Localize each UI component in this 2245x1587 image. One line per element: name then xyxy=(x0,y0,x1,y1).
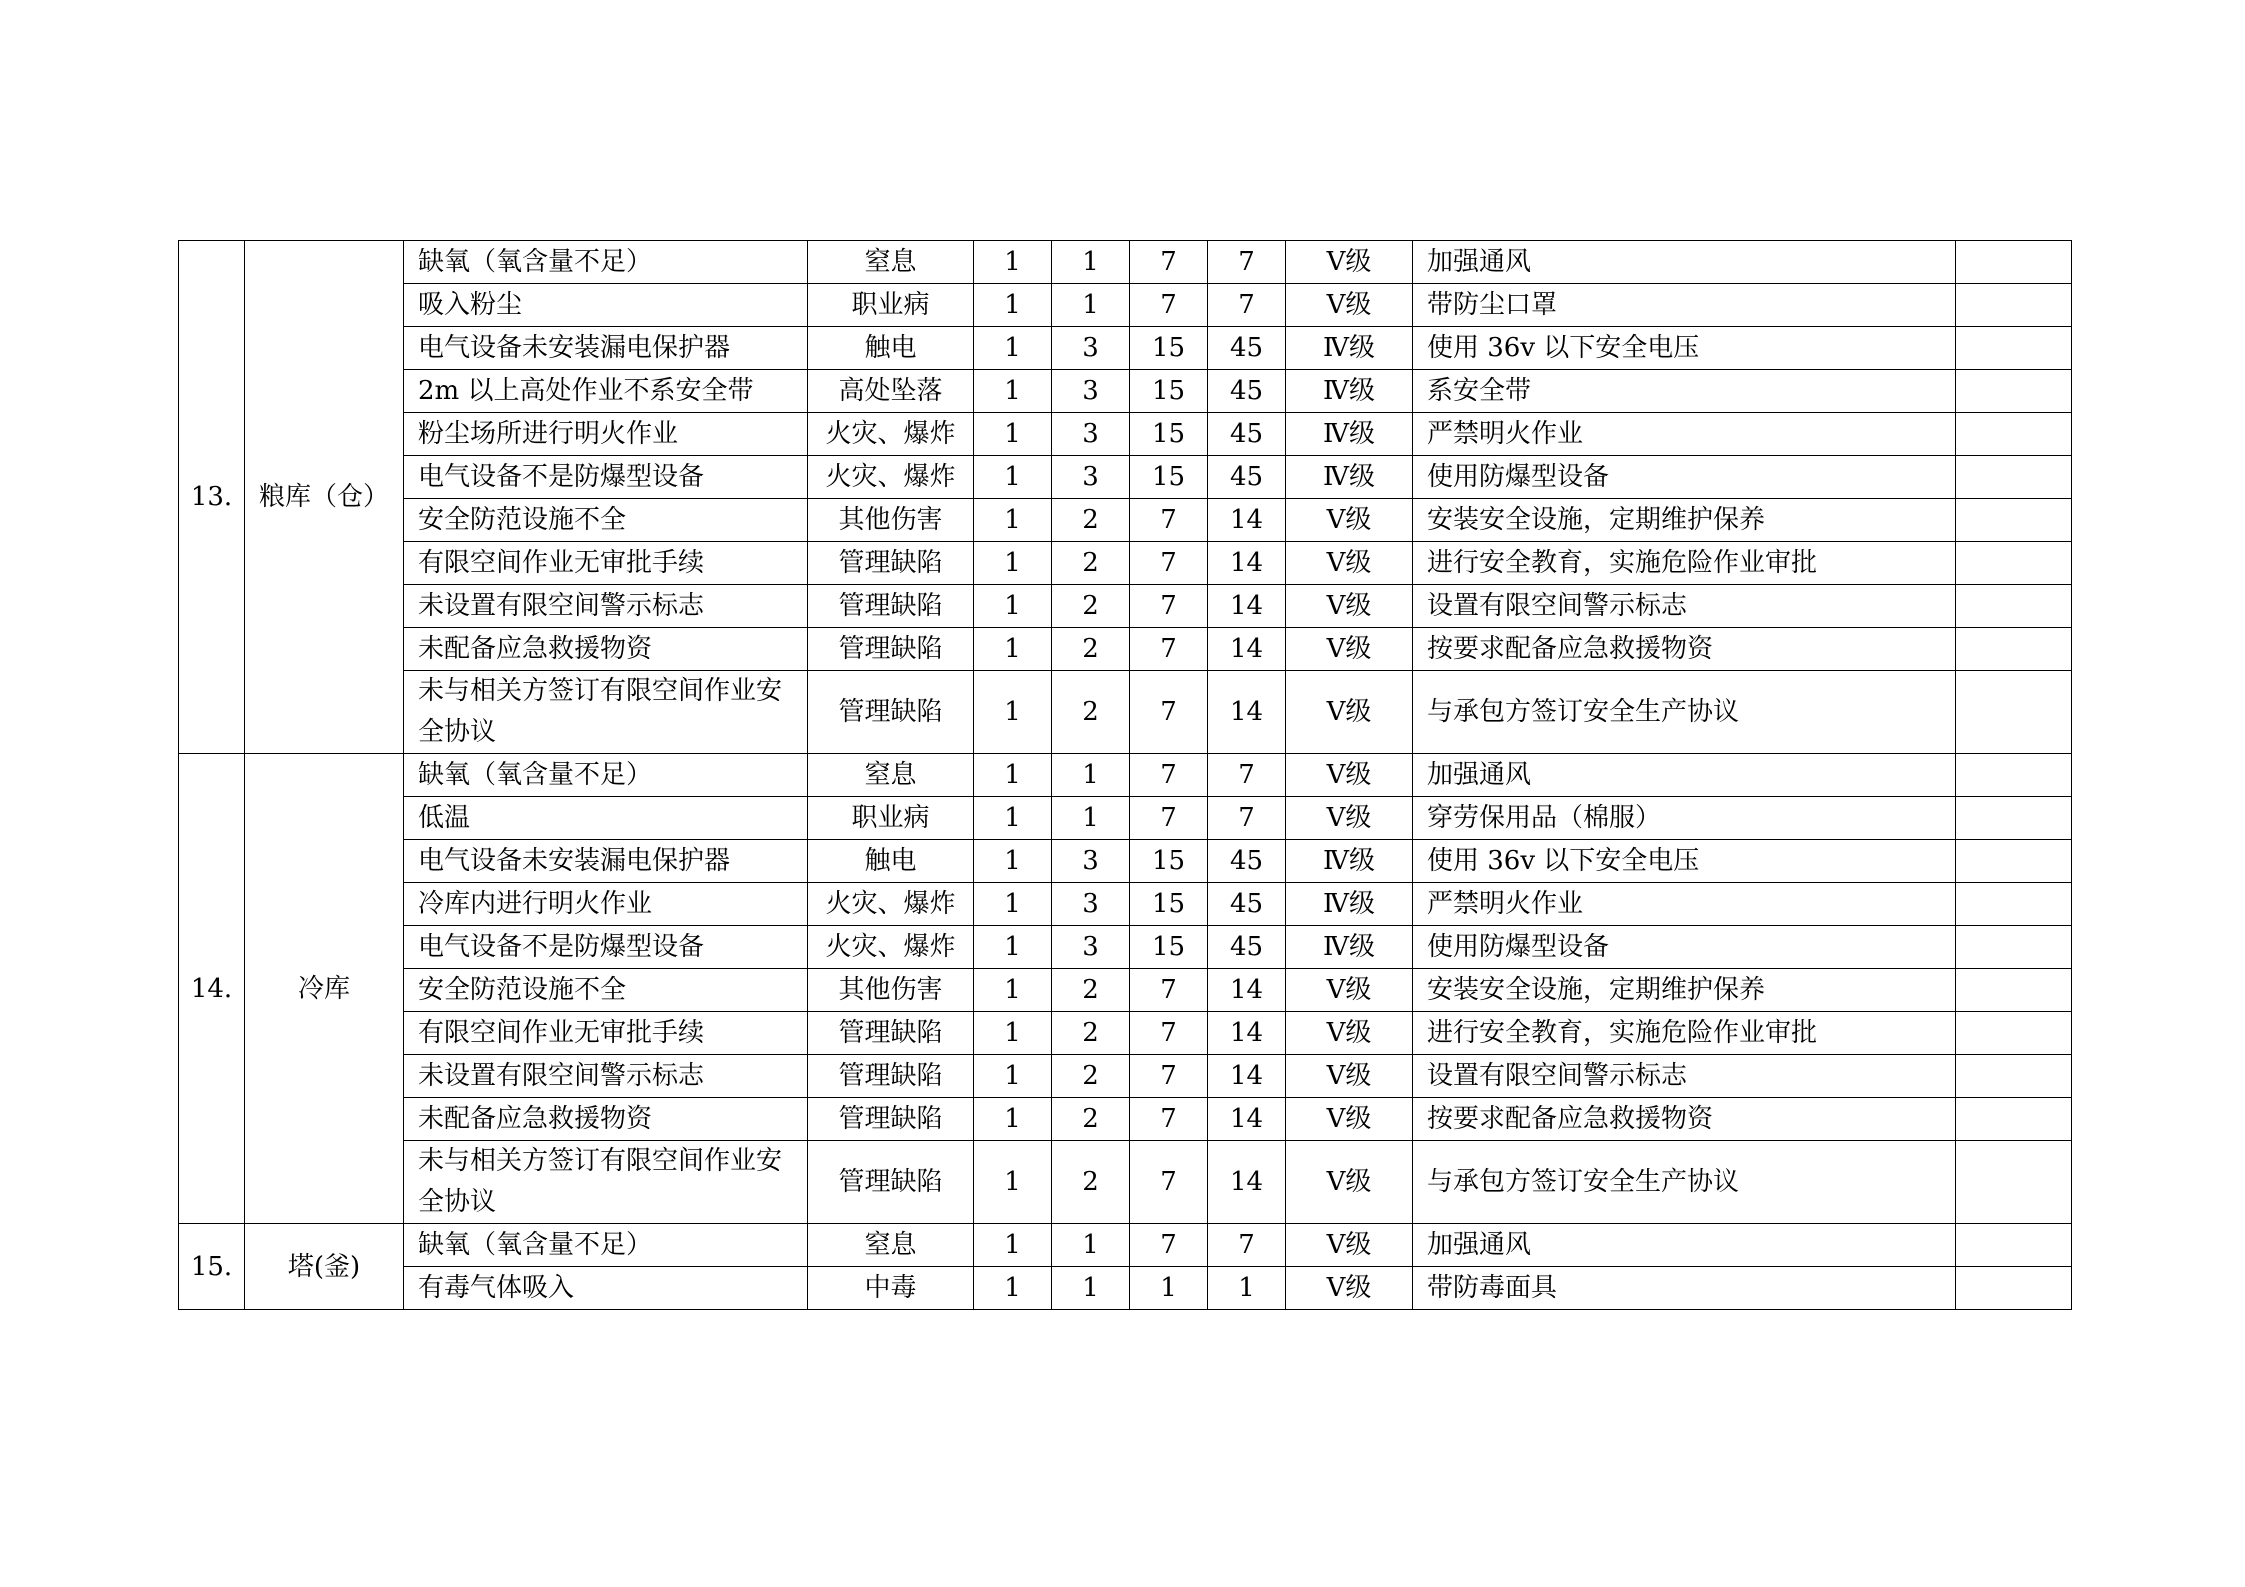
remark-cell xyxy=(1956,1141,2072,1224)
hazard-cell: 吸入粉尘 xyxy=(404,284,808,327)
control-measure-cell: 设置有限空间警示标志 xyxy=(1413,1055,1956,1098)
location-cell: 冷库 xyxy=(245,754,404,1224)
remark-cell xyxy=(1956,499,2072,542)
exposure-cell: 1 xyxy=(1052,754,1130,797)
table-row xyxy=(179,926,2072,969)
consequence-cell: 7 xyxy=(1130,797,1208,840)
risk-assessment-table xyxy=(178,240,2072,1310)
consequence-cell: 7 xyxy=(1130,499,1208,542)
hazard-cell: 低温 xyxy=(404,797,808,840)
likelihood-cell: 1 xyxy=(974,585,1052,628)
control-measure-cell: 带防尘口罩 xyxy=(1413,284,1956,327)
table-row xyxy=(179,413,2072,456)
hazard-cell: 未与相关方签订有限空间作业安全协议 xyxy=(404,671,808,754)
hazard-cell: 未设置有限空间警示标志 xyxy=(404,585,808,628)
control-measure-cell: 系安全带 xyxy=(1413,370,1956,413)
accident-type-cell: 管理缺陷 xyxy=(808,671,974,754)
risk-level-cell: Ⅴ级 xyxy=(1286,499,1413,542)
risk-score-cell: 45 xyxy=(1208,840,1286,883)
risk-level-cell: Ⅴ级 xyxy=(1286,585,1413,628)
likelihood-cell: 1 xyxy=(974,797,1052,840)
remark-cell xyxy=(1956,671,2072,754)
control-measure-cell: 带防毒面具 xyxy=(1413,1267,1956,1310)
risk-score-cell: 14 xyxy=(1208,671,1286,754)
risk-score-cell: 14 xyxy=(1208,1012,1286,1055)
control-measure-cell: 安装安全设施，定期维护保养 xyxy=(1413,969,1956,1012)
control-measure-cell: 严禁明火作业 xyxy=(1413,413,1956,456)
exposure-cell: 3 xyxy=(1052,413,1130,456)
exposure-cell: 3 xyxy=(1052,840,1130,883)
accident-type-cell: 窒息 xyxy=(808,754,974,797)
remark-cell xyxy=(1956,370,2072,413)
table-row xyxy=(179,754,2072,797)
table-row xyxy=(179,840,2072,883)
hazard-cell: 电气设备未安装漏电保护器 xyxy=(404,840,808,883)
table-row xyxy=(179,284,2072,327)
accident-type-cell: 火灾、爆炸 xyxy=(808,413,974,456)
accident-type-cell: 火灾、爆炸 xyxy=(808,456,974,499)
hazard-cell: 缺氧（氧含量不足） xyxy=(404,754,808,797)
control-measure-cell: 进行安全教育，实施危险作业审批 xyxy=(1413,1012,1956,1055)
remark-cell xyxy=(1956,241,2072,284)
likelihood-cell: 1 xyxy=(974,1224,1052,1267)
accident-type-cell: 窒息 xyxy=(808,1224,974,1267)
risk-score-cell: 7 xyxy=(1208,797,1286,840)
table-row xyxy=(179,499,2072,542)
hazard-cell: 未设置有限空间警示标志 xyxy=(404,1055,808,1098)
accident-type-cell: 火灾、爆炸 xyxy=(808,883,974,926)
consequence-cell: 7 xyxy=(1130,969,1208,1012)
risk-level-cell: Ⅳ级 xyxy=(1286,456,1413,499)
risk-score-cell: 14 xyxy=(1208,585,1286,628)
item-number-cell: 15. xyxy=(179,1224,245,1310)
likelihood-cell: 1 xyxy=(974,241,1052,284)
remark-cell xyxy=(1956,1012,2072,1055)
table-row xyxy=(179,241,2072,284)
likelihood-cell: 1 xyxy=(974,883,1052,926)
likelihood-cell: 1 xyxy=(974,926,1052,969)
likelihood-cell: 1 xyxy=(974,840,1052,883)
table-row xyxy=(179,456,2072,499)
exposure-cell: 1 xyxy=(1052,1224,1130,1267)
risk-table-body xyxy=(179,241,2072,1310)
risk-score-cell: 45 xyxy=(1208,413,1286,456)
table-row xyxy=(179,671,2072,754)
exposure-cell: 3 xyxy=(1052,883,1130,926)
exposure-cell: 1 xyxy=(1052,241,1130,284)
remark-cell xyxy=(1956,542,2072,585)
hazard-cell: 电气设备未安装漏电保护器 xyxy=(404,327,808,370)
likelihood-cell: 1 xyxy=(974,754,1052,797)
exposure-cell: 1 xyxy=(1052,284,1130,327)
exposure-cell: 1 xyxy=(1052,797,1130,840)
risk-level-cell: Ⅴ级 xyxy=(1286,284,1413,327)
table-row xyxy=(179,1098,2072,1141)
accident-type-cell: 高处坠落 xyxy=(808,370,974,413)
risk-level-cell: Ⅳ级 xyxy=(1286,413,1413,456)
likelihood-cell: 1 xyxy=(974,1267,1052,1310)
accident-type-cell: 职业病 xyxy=(808,797,974,840)
risk-score-cell: 1 xyxy=(1208,1267,1286,1310)
location-cell: 塔(釜) xyxy=(245,1224,404,1310)
control-measure-cell: 加强通风 xyxy=(1413,241,1956,284)
control-measure-cell: 进行安全教育，实施危险作业审批 xyxy=(1413,542,1956,585)
table-row xyxy=(179,542,2072,585)
risk-score-cell: 7 xyxy=(1208,284,1286,327)
consequence-cell: 15 xyxy=(1130,370,1208,413)
remark-cell xyxy=(1956,754,2072,797)
consequence-cell: 7 xyxy=(1130,284,1208,327)
table-row xyxy=(179,797,2072,840)
accident-type-cell: 管理缺陷 xyxy=(808,1141,974,1224)
table-row xyxy=(179,370,2072,413)
likelihood-cell: 1 xyxy=(974,1141,1052,1224)
accident-type-cell: 触电 xyxy=(808,327,974,370)
exposure-cell: 2 xyxy=(1052,969,1130,1012)
remark-cell xyxy=(1956,585,2072,628)
accident-type-cell: 管理缺陷 xyxy=(808,585,974,628)
remark-cell xyxy=(1956,456,2072,499)
exposure-cell: 1 xyxy=(1052,1267,1130,1310)
risk-score-cell: 14 xyxy=(1208,542,1286,585)
remark-cell xyxy=(1956,797,2072,840)
exposure-cell: 2 xyxy=(1052,1055,1130,1098)
risk-level-cell: Ⅴ级 xyxy=(1286,1141,1413,1224)
consequence-cell: 7 xyxy=(1130,542,1208,585)
table-row xyxy=(179,1267,2072,1310)
risk-level-cell: Ⅴ级 xyxy=(1286,1267,1413,1310)
risk-level-cell: Ⅴ级 xyxy=(1286,241,1413,284)
consequence-cell: 7 xyxy=(1130,671,1208,754)
table-row xyxy=(179,1012,2072,1055)
remark-cell xyxy=(1956,628,2072,671)
risk-level-cell: Ⅴ级 xyxy=(1286,671,1413,754)
risk-level-cell: Ⅴ级 xyxy=(1286,628,1413,671)
exposure-cell: 2 xyxy=(1052,1012,1130,1055)
table-row xyxy=(179,585,2072,628)
consequence-cell: 15 xyxy=(1130,883,1208,926)
control-measure-cell: 与承包方签订安全生产协议 xyxy=(1413,1141,1956,1224)
likelihood-cell: 1 xyxy=(974,1012,1052,1055)
risk-level-cell: Ⅳ级 xyxy=(1286,883,1413,926)
table-row xyxy=(179,1141,2072,1224)
hazard-cell: 电气设备不是防爆型设备 xyxy=(404,926,808,969)
accident-type-cell: 触电 xyxy=(808,840,974,883)
hazard-cell: 粉尘场所进行明火作业 xyxy=(404,413,808,456)
risk-level-cell: Ⅴ级 xyxy=(1286,754,1413,797)
risk-level-cell: Ⅴ级 xyxy=(1286,1055,1413,1098)
hazard-cell: 未与相关方签订有限空间作业安全协议 xyxy=(404,1141,808,1224)
likelihood-cell: 1 xyxy=(974,456,1052,499)
risk-score-cell: 45 xyxy=(1208,926,1286,969)
risk-score-cell: 14 xyxy=(1208,1055,1286,1098)
remark-cell xyxy=(1956,883,2072,926)
likelihood-cell: 1 xyxy=(974,370,1052,413)
likelihood-cell: 1 xyxy=(974,327,1052,370)
risk-score-cell: 7 xyxy=(1208,754,1286,797)
accident-type-cell: 其他伤害 xyxy=(808,969,974,1012)
consequence-cell: 7 xyxy=(1130,1141,1208,1224)
consequence-cell: 15 xyxy=(1130,413,1208,456)
remark-cell xyxy=(1956,1055,2072,1098)
hazard-cell: 安全防范设施不全 xyxy=(404,969,808,1012)
likelihood-cell: 1 xyxy=(974,284,1052,327)
remark-cell xyxy=(1956,840,2072,883)
remark-cell xyxy=(1956,1267,2072,1310)
remark-cell xyxy=(1956,1098,2072,1141)
risk-level-cell: Ⅴ级 xyxy=(1286,1098,1413,1141)
table-row xyxy=(179,969,2072,1012)
exposure-cell: 3 xyxy=(1052,370,1130,413)
hazard-cell: 缺氧（氧含量不足） xyxy=(404,241,808,284)
control-measure-cell: 加强通风 xyxy=(1413,754,1956,797)
exposure-cell: 2 xyxy=(1052,1098,1130,1141)
control-measure-cell: 与承包方签订安全生产协议 xyxy=(1413,671,1956,754)
accident-type-cell: 管理缺陷 xyxy=(808,1012,974,1055)
risk-score-cell: 45 xyxy=(1208,327,1286,370)
accident-type-cell: 职业病 xyxy=(808,284,974,327)
likelihood-cell: 1 xyxy=(974,1098,1052,1141)
table-row xyxy=(179,327,2072,370)
risk-score-cell: 14 xyxy=(1208,969,1286,1012)
likelihood-cell: 1 xyxy=(974,969,1052,1012)
accident-type-cell: 其他伤害 xyxy=(808,499,974,542)
risk-level-cell: Ⅴ级 xyxy=(1286,1224,1413,1267)
table-row xyxy=(179,1055,2072,1098)
exposure-cell: 3 xyxy=(1052,327,1130,370)
risk-score-cell: 14 xyxy=(1208,1141,1286,1224)
risk-level-cell: Ⅳ级 xyxy=(1286,840,1413,883)
risk-score-cell: 45 xyxy=(1208,456,1286,499)
table-row xyxy=(179,1224,2072,1267)
likelihood-cell: 1 xyxy=(974,1055,1052,1098)
remark-cell xyxy=(1956,284,2072,327)
risk-level-cell: Ⅴ级 xyxy=(1286,969,1413,1012)
accident-type-cell: 管理缺陷 xyxy=(808,542,974,585)
risk-score-cell: 14 xyxy=(1208,1098,1286,1141)
control-measure-cell: 按要求配备应急救援物资 xyxy=(1413,1098,1956,1141)
hazard-cell: 安全防范设施不全 xyxy=(404,499,808,542)
control-measure-cell: 严禁明火作业 xyxy=(1413,883,1956,926)
control-measure-cell: 使用防爆型设备 xyxy=(1413,456,1956,499)
remark-cell xyxy=(1956,1224,2072,1267)
exposure-cell: 2 xyxy=(1052,499,1130,542)
likelihood-cell: 1 xyxy=(974,499,1052,542)
risk-level-cell: Ⅳ级 xyxy=(1286,926,1413,969)
exposure-cell: 3 xyxy=(1052,456,1130,499)
consequence-cell: 15 xyxy=(1130,926,1208,969)
item-number-cell: 14. xyxy=(179,754,245,1224)
control-measure-cell: 穿劳保用品（棉服） xyxy=(1413,797,1956,840)
consequence-cell: 15 xyxy=(1130,327,1208,370)
table-row xyxy=(179,628,2072,671)
control-measure-cell: 设置有限空间警示标志 xyxy=(1413,585,1956,628)
hazard-cell: 有限空间作业无审批手续 xyxy=(404,542,808,585)
risk-score-cell: 7 xyxy=(1208,1224,1286,1267)
hazard-cell: 未配备应急救援物资 xyxy=(404,1098,808,1141)
likelihood-cell: 1 xyxy=(974,628,1052,671)
consequence-cell: 7 xyxy=(1130,1055,1208,1098)
exposure-cell: 2 xyxy=(1052,585,1130,628)
remark-cell xyxy=(1956,926,2072,969)
accident-type-cell: 火灾、爆炸 xyxy=(808,926,974,969)
consequence-cell: 15 xyxy=(1130,456,1208,499)
risk-level-cell: Ⅳ级 xyxy=(1286,327,1413,370)
hazard-cell: 有毒气体吸入 xyxy=(404,1267,808,1310)
control-measure-cell: 安装安全设施，定期维护保养 xyxy=(1413,499,1956,542)
accident-type-cell: 管理缺陷 xyxy=(808,1055,974,1098)
hazard-cell: 未配备应急救援物资 xyxy=(404,628,808,671)
table-row xyxy=(179,883,2072,926)
exposure-cell: 2 xyxy=(1052,671,1130,754)
consequence-cell: 7 xyxy=(1130,241,1208,284)
accident-type-cell: 管理缺陷 xyxy=(808,1098,974,1141)
consequence-cell: 7 xyxy=(1130,754,1208,797)
control-measure-cell: 使用 36v 以下安全电压 xyxy=(1413,327,1956,370)
hazard-cell: 2m 以上高处作业不系安全带 xyxy=(404,370,808,413)
control-measure-cell: 按要求配备应急救援物资 xyxy=(1413,628,1956,671)
accident-type-cell: 中毒 xyxy=(808,1267,974,1310)
remark-cell xyxy=(1956,969,2072,1012)
risk-level-cell: Ⅴ级 xyxy=(1286,797,1413,840)
exposure-cell: 2 xyxy=(1052,1141,1130,1224)
risk-score-cell: 14 xyxy=(1208,499,1286,542)
risk-score-cell: 7 xyxy=(1208,241,1286,284)
control-measure-cell: 使用 36v 以下安全电压 xyxy=(1413,840,1956,883)
risk-score-cell: 45 xyxy=(1208,370,1286,413)
accident-type-cell: 窒息 xyxy=(808,241,974,284)
likelihood-cell: 1 xyxy=(974,542,1052,585)
exposure-cell: 2 xyxy=(1052,628,1130,671)
consequence-cell: 7 xyxy=(1130,1098,1208,1141)
likelihood-cell: 1 xyxy=(974,413,1052,456)
item-number-cell: 13. xyxy=(179,241,245,754)
risk-level-cell: Ⅴ级 xyxy=(1286,542,1413,585)
risk-score-cell: 45 xyxy=(1208,883,1286,926)
consequence-cell: 1 xyxy=(1130,1267,1208,1310)
risk-level-cell: Ⅴ级 xyxy=(1286,1012,1413,1055)
control-measure-cell: 使用防爆型设备 xyxy=(1413,926,1956,969)
consequence-cell: 7 xyxy=(1130,1224,1208,1267)
risk-level-cell: Ⅳ级 xyxy=(1286,370,1413,413)
remark-cell xyxy=(1956,327,2072,370)
consequence-cell: 7 xyxy=(1130,628,1208,671)
hazard-cell: 电气设备不是防爆型设备 xyxy=(404,456,808,499)
risk-score-cell: 14 xyxy=(1208,628,1286,671)
consequence-cell: 7 xyxy=(1130,585,1208,628)
accident-type-cell: 管理缺陷 xyxy=(808,628,974,671)
remark-cell xyxy=(1956,413,2072,456)
location-cell: 粮库（仓） xyxy=(245,241,404,754)
likelihood-cell: 1 xyxy=(974,671,1052,754)
hazard-cell: 冷库内进行明火作业 xyxy=(404,883,808,926)
hazard-cell: 缺氧（氧含量不足） xyxy=(404,1224,808,1267)
hazard-cell: 有限空间作业无审批手续 xyxy=(404,1012,808,1055)
exposure-cell: 2 xyxy=(1052,542,1130,585)
consequence-cell: 7 xyxy=(1130,1012,1208,1055)
exposure-cell: 3 xyxy=(1052,926,1130,969)
control-measure-cell: 加强通风 xyxy=(1413,1224,1956,1267)
consequence-cell: 15 xyxy=(1130,840,1208,883)
